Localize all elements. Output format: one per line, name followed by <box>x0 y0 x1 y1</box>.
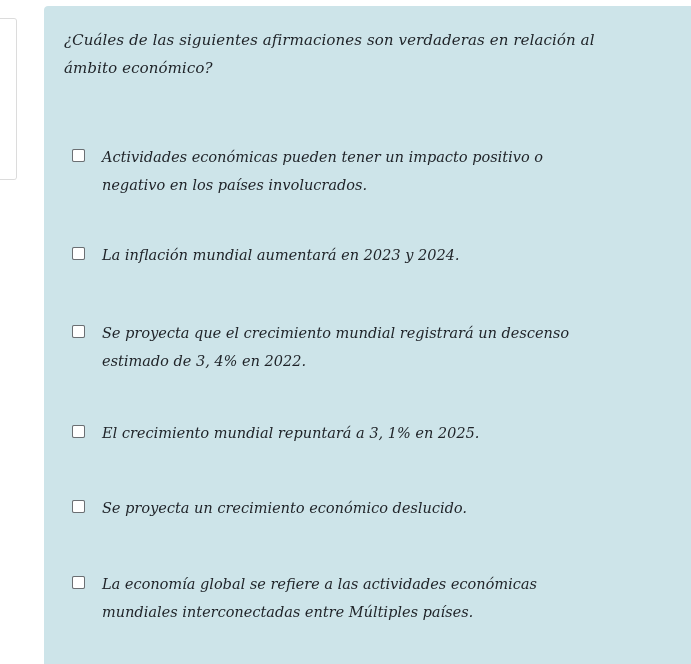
question-panel <box>44 6 691 664</box>
question-text: ¿Cuáles de las siguientes afirmaciones son verdaderas en relación al ámbito económico? <box>64 31 595 77</box>
answer-option-label: El crecimiento mundial repuntará a 3, 1% en 2025. <box>102 426 480 442</box>
checkbox-icon[interactable] <box>72 325 85 338</box>
answer-option-label: La economía global se refiere a las actividades económicas mundiales interconectadas entre Múltiples países. <box>102 577 537 621</box>
checkbox-icon[interactable] <box>72 425 85 438</box>
answer-option-label: Se proyecta que el crecimiento mundial registrará un descenso estimado de 3, 4% en 2022. <box>102 326 570 370</box>
answer-option-label: Se proyecta un crecimiento económico deslucido. <box>102 501 467 517</box>
checkbox-icon[interactable] <box>72 247 85 260</box>
left-panel-edge <box>0 18 17 180</box>
checkbox-icon[interactable] <box>72 149 85 162</box>
answer-option-label: La inflación mundial aumentará en 2023 y 2024. <box>102 248 460 264</box>
checkbox-icon[interactable] <box>72 500 85 513</box>
checkbox-icon[interactable] <box>72 576 85 589</box>
answer-option-label: Actividades económicas pueden tener un impacto positivo o negativo en los países involucrados. <box>102 150 544 194</box>
